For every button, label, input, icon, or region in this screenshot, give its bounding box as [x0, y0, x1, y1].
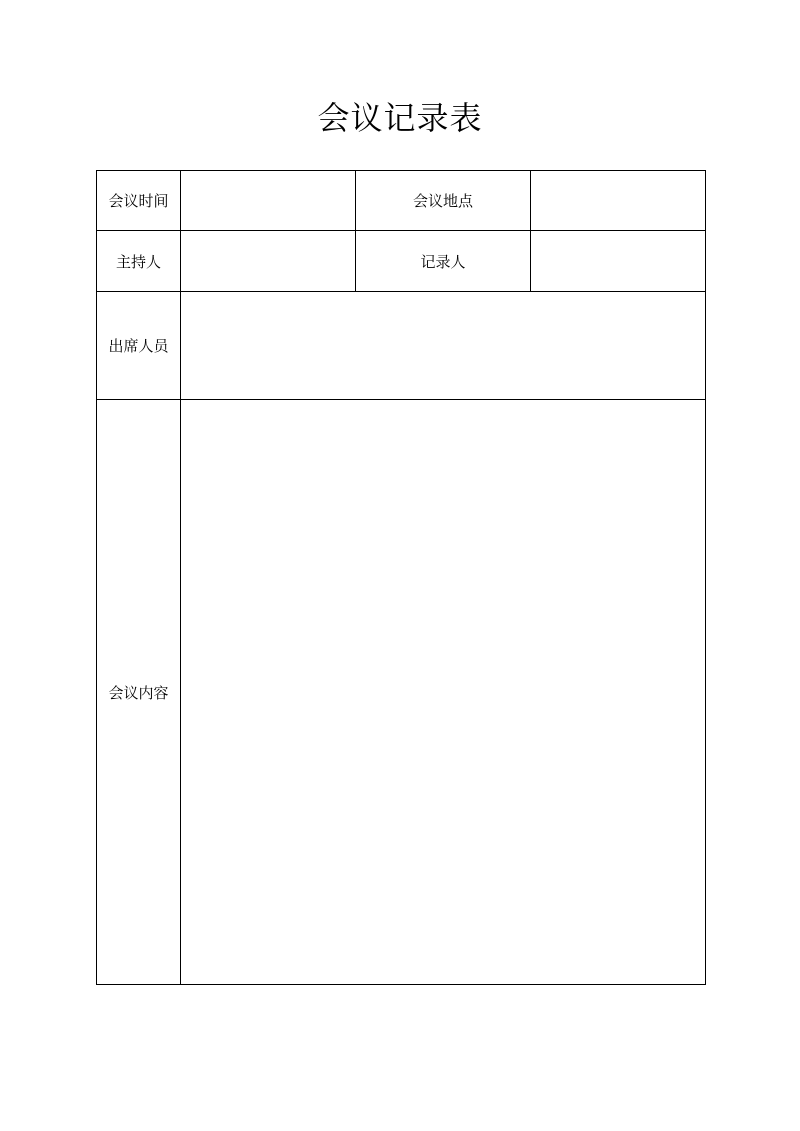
table-row	[97, 231, 706, 292]
table-row	[97, 292, 706, 400]
meeting-place-field[interactable]	[531, 171, 706, 231]
content-field[interactable]	[181, 400, 706, 985]
table-row	[97, 171, 706, 231]
meeting-time-field[interactable]	[181, 171, 356, 231]
recorder-field[interactable]	[531, 231, 706, 292]
attendees-field[interactable]	[181, 292, 706, 400]
recorder-label: 记录人	[356, 231, 531, 292]
table-row	[97, 400, 706, 985]
host-field[interactable]	[181, 231, 356, 292]
meeting-time-label: 会议时间	[97, 171, 181, 231]
content-label: 会议内容	[97, 400, 181, 985]
meeting-place-label: 会议地点	[356, 171, 531, 231]
attendees-label: 出席人员	[97, 292, 181, 400]
host-label: 主持人	[97, 231, 181, 292]
page-title: 会议记录表	[317, 99, 483, 137]
meeting-record-table	[96, 170, 706, 985]
